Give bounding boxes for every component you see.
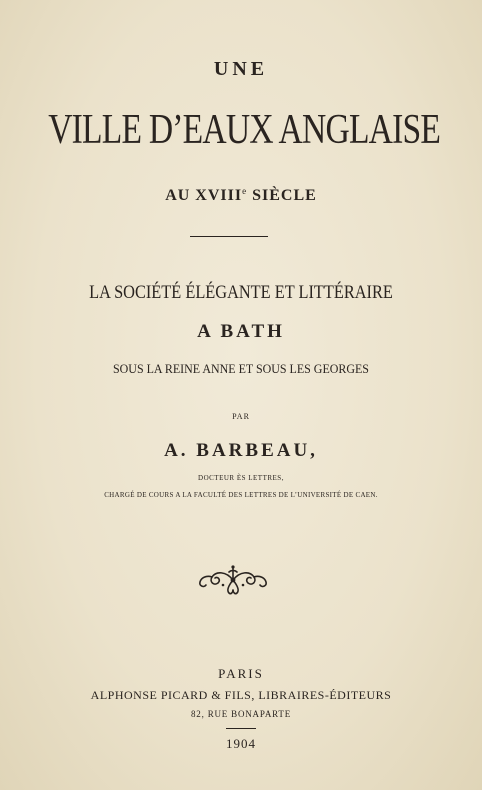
author-credential-2: CHARGÉ DE COURS A LA FACULTÉ DES LETTRES DE L’UNIVERSITÉ DE CAEN. bbox=[104, 491, 378, 499]
fleuron-ornament-icon bbox=[196, 563, 270, 597]
title-divider bbox=[190, 236, 268, 237]
author-name: A. BARBEAU, bbox=[164, 440, 318, 461]
year-divider bbox=[226, 728, 256, 729]
century-suffix: SIÈCLE bbox=[247, 187, 317, 204]
pre-title: UNE bbox=[213, 58, 269, 80]
publication-city: PARIS bbox=[218, 666, 264, 681]
subtitle-line-3: SOUS LA REINE ANNE ET SOUS LES GEORGES bbox=[113, 361, 369, 376]
by-label: PAR bbox=[232, 412, 250, 421]
subtitle-line-2: A BATH bbox=[197, 321, 285, 342]
publication-year: 1904 bbox=[226, 736, 256, 751]
publisher: ALPHONSE PICARD & FILS, LIBRAIRES-ÉDITEURS bbox=[90, 688, 392, 702]
century-line bbox=[0, 186, 482, 205]
subtitle-line-1: LA SOCIÉTÉ ÉLÉGANTE ET LITTÉRAIRE bbox=[89, 282, 393, 303]
author-credential-1: DOCTEUR ÈS LETTRES, bbox=[198, 474, 284, 482]
century-superscript: e bbox=[242, 186, 248, 196]
century-prefix: AU XVIII bbox=[165, 187, 243, 204]
publisher-address: 82, RUE BONAPARTE bbox=[191, 709, 291, 719]
main-title: VILLE D’EAUX ANGLAISE bbox=[48, 107, 441, 153]
